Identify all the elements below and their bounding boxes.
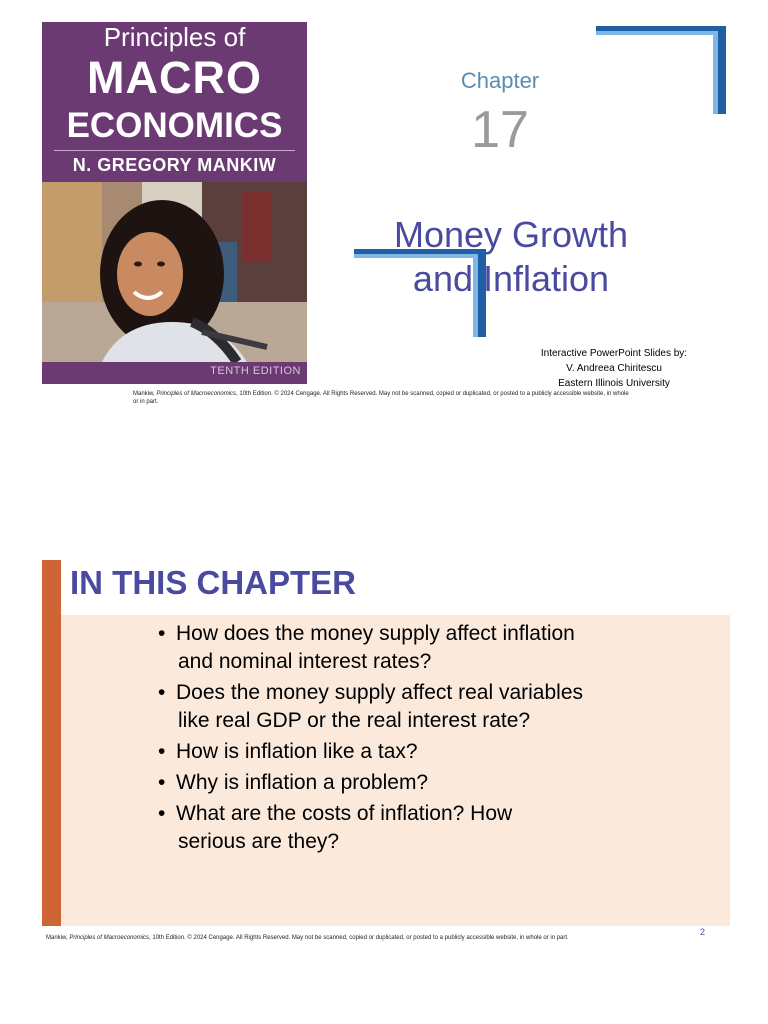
cover-title-line1: Principles of [103, 22, 246, 52]
bullet-text: and nominal interest rates? [178, 650, 432, 673]
bullet-item [158, 620, 583, 676]
bullet-item [158, 679, 583, 735]
cover-title-line2: MACRO [87, 52, 262, 103]
copyright-book-title: Principles of Macroeconomics [156, 391, 237, 397]
bullet-item [158, 738, 583, 766]
chapter-title-line2: and Inflation [412, 258, 610, 299]
slide-title: IN THIS CHAPTER [70, 564, 357, 601]
cover-divider [54, 150, 295, 151]
copyright-text: , 10th Edition. © 2024 Cengage. All Rights Reserved. May not be scanned, copied or duplicated, or posted to a publicly accessible website, in whole or in part. [149, 935, 569, 941]
credits-line2: V. Andreea Chiritescu [566, 363, 662, 374]
bullet-marker: • [158, 681, 166, 704]
cover-author: N. GREGORY MANKIW [72, 155, 277, 175]
page-number: 2 [700, 927, 706, 937]
title-slide [0, 0, 768, 470]
copyright-author: Mankiw, [133, 391, 157, 397]
cover-title-line3: ECONOMICS [66, 106, 283, 145]
copyright-text: , 10th Edition. © 2024 Cengage. All Rights Reserved. May not be scanned, copied or duplicated, or posted to a publicly accessible website, in whole or in part. [133, 391, 629, 405]
bullet-text: Does the money supply affect real variables [176, 681, 583, 704]
cover-edition-bar [42, 362, 307, 384]
bullet-item [158, 769, 583, 797]
bullet-text: How does the money supply affect inflation [176, 622, 575, 645]
bullet-marker: • [158, 622, 166, 645]
bullet-marker: • [158, 802, 166, 825]
bullet-list [158, 620, 583, 859]
bullet-text: What are the costs of inflation? How [176, 802, 513, 825]
chapter-title [370, 213, 652, 301]
credits [528, 346, 700, 391]
credits-line3: Eastern Illinois University [558, 378, 670, 389]
copyright-book-title: Principles of Macroeconomics [69, 935, 150, 941]
bullet-text: serious are they? [178, 830, 340, 853]
top-right-bracket-decoration [596, 26, 726, 114]
cover-edition: TENTH EDITION [210, 365, 301, 377]
bullet-text: Why is inflation a problem? [176, 771, 429, 794]
cover-photo [42, 182, 307, 362]
bullet-text: like real GDP or the real interest rate? [178, 709, 531, 732]
chapter-title-line1: Money Growth [393, 214, 629, 255]
bullet-text: How is inflation like a tax? [176, 740, 418, 763]
book-cover [42, 22, 307, 384]
bullet-item [158, 800, 583, 856]
in-this-chapter-slide [0, 520, 768, 960]
chapter-label: Chapter [460, 68, 540, 93]
copyright-notice [46, 934, 686, 942]
accent-bar [42, 560, 61, 926]
copyright-notice [133, 390, 633, 406]
bullet-marker: • [158, 771, 166, 794]
copyright-author: Mankiw, [46, 935, 70, 941]
credits-line1: Interactive PowerPoint Slides by: [540, 348, 688, 359]
chapter-number: 17 [471, 101, 529, 159]
cover-photo-illustration [42, 182, 307, 362]
bullet-marker: • [158, 740, 166, 763]
